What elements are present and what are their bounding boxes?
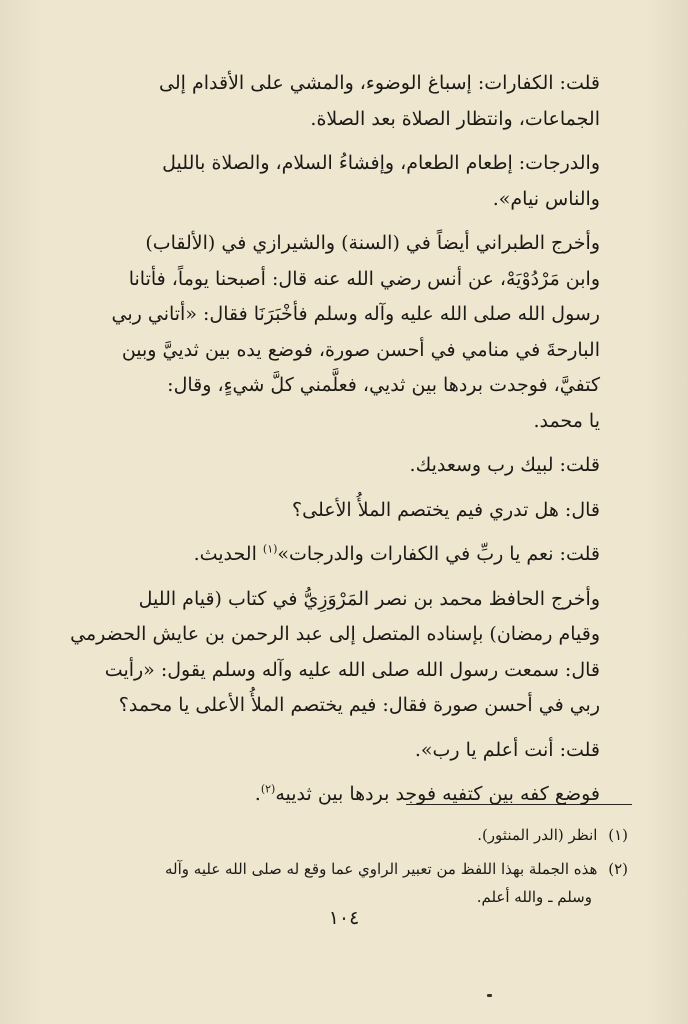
footnote-1	[56, 821, 628, 849]
page-number: ١٠٤	[328, 907, 360, 929]
paragraph-labbayk: قلت: لبيك رب وسعديك.	[409, 454, 600, 476]
paragraph-answer	[56, 537, 628, 573]
paragraph-expiations	[56, 66, 628, 137]
footnote-ref-1[interactable]: (١)	[262, 542, 278, 556]
paragraph-question: قال: هل تدري فيم يختصم الملأُ الأعلى؟	[292, 498, 600, 521]
paragraph-marwazi	[56, 582, 628, 724]
placed-hand-after: .	[254, 783, 261, 805]
footnote-marker: (١)	[608, 826, 628, 844]
placed-hand-text: فوضع كفه بين كتفيه فوجد بردها بين ثدييه	[275, 783, 600, 805]
text-line: رسول الله صلى الله عليه وآله وسلم فأخْبَرَنَا فقال: «أتاني ربي	[111, 303, 600, 325]
text-line: قلت: الكفارات: إسباغ الوضوء، والمشي على الأقدام إلى	[159, 72, 600, 94]
footnote-text-continued: وسلم ـ والله أعلم.	[476, 888, 592, 906]
paragraph-you-know-best: قلت: أنت أعلم يا رب».	[414, 738, 600, 761]
text-line: وأخرج الحافظ محمد بن نصر المَرْوَزِيُّ في كتاب (قيام الليل	[138, 587, 600, 610]
text-line: كتفيَّ، فوجدت بردها بين ثديي، فعلَّمني كلَّ شيءٍ، وقال:	[167, 374, 600, 396]
text-line: ربي في أحسن صورة فقال: فيم يختصم الملأُ الأعلى يا محمد؟	[118, 694, 600, 716]
footnote-separator	[406, 804, 632, 805]
paragraph-placed-hand	[56, 777, 628, 813]
text-line: يا محمد.	[533, 409, 600, 432]
footnote-marker: (٢)	[608, 860, 628, 878]
answer-text: قلت: نعم يا ربِّ في الكفارات والدرجات»	[277, 543, 600, 565]
footnote-ref-2[interactable]: (٢)	[260, 782, 276, 796]
footnote-2	[56, 855, 628, 911]
text-line: والناس نيام».	[492, 187, 600, 210]
text-line: وابن مَرْدُوْيَهْ، عن أنس رضي الله عنه قال: أصبحنا يوماً، فأتانا	[128, 267, 600, 290]
paragraph-tabarani	[56, 226, 628, 439]
text-line: وقيام رمضان) بإسناده المتصل إلى عبد الرحمن بن عايش الحضرمي	[70, 623, 600, 645]
ink-speck	[487, 994, 492, 997]
answer-after: الحديث.	[193, 543, 263, 565]
text-line: والدرجات: إطعام الطعام، وإفشاءُ السلام، والصلاة بالليل	[162, 152, 600, 174]
text-line: قال: سمعت رسول الله صلى الله عليه وآله وسلم يقول: «رأيت	[104, 658, 600, 681]
footnote-text: هذه الجملة بهذا اللفظ من تعبير الراوي عما وقع له صلى الله عليه وآله	[165, 860, 598, 878]
text-line: الجماعات، وانتظار الصلاة بعد الصلاة.	[310, 107, 600, 130]
text-line: البارحةَ في منامي في أحسن صورة، فوضع يده بين ثدييَّ وبين	[121, 338, 600, 361]
paragraph-degrees	[56, 146, 628, 217]
footnotes	[56, 821, 628, 917]
footnote-text: انظر (الدر المنثور).	[477, 826, 598, 844]
text-line: وأخرج الطبراني أيضاً في (السنة) والشيرازي في (الألقاب)	[145, 232, 600, 254]
main-text	[56, 66, 628, 822]
